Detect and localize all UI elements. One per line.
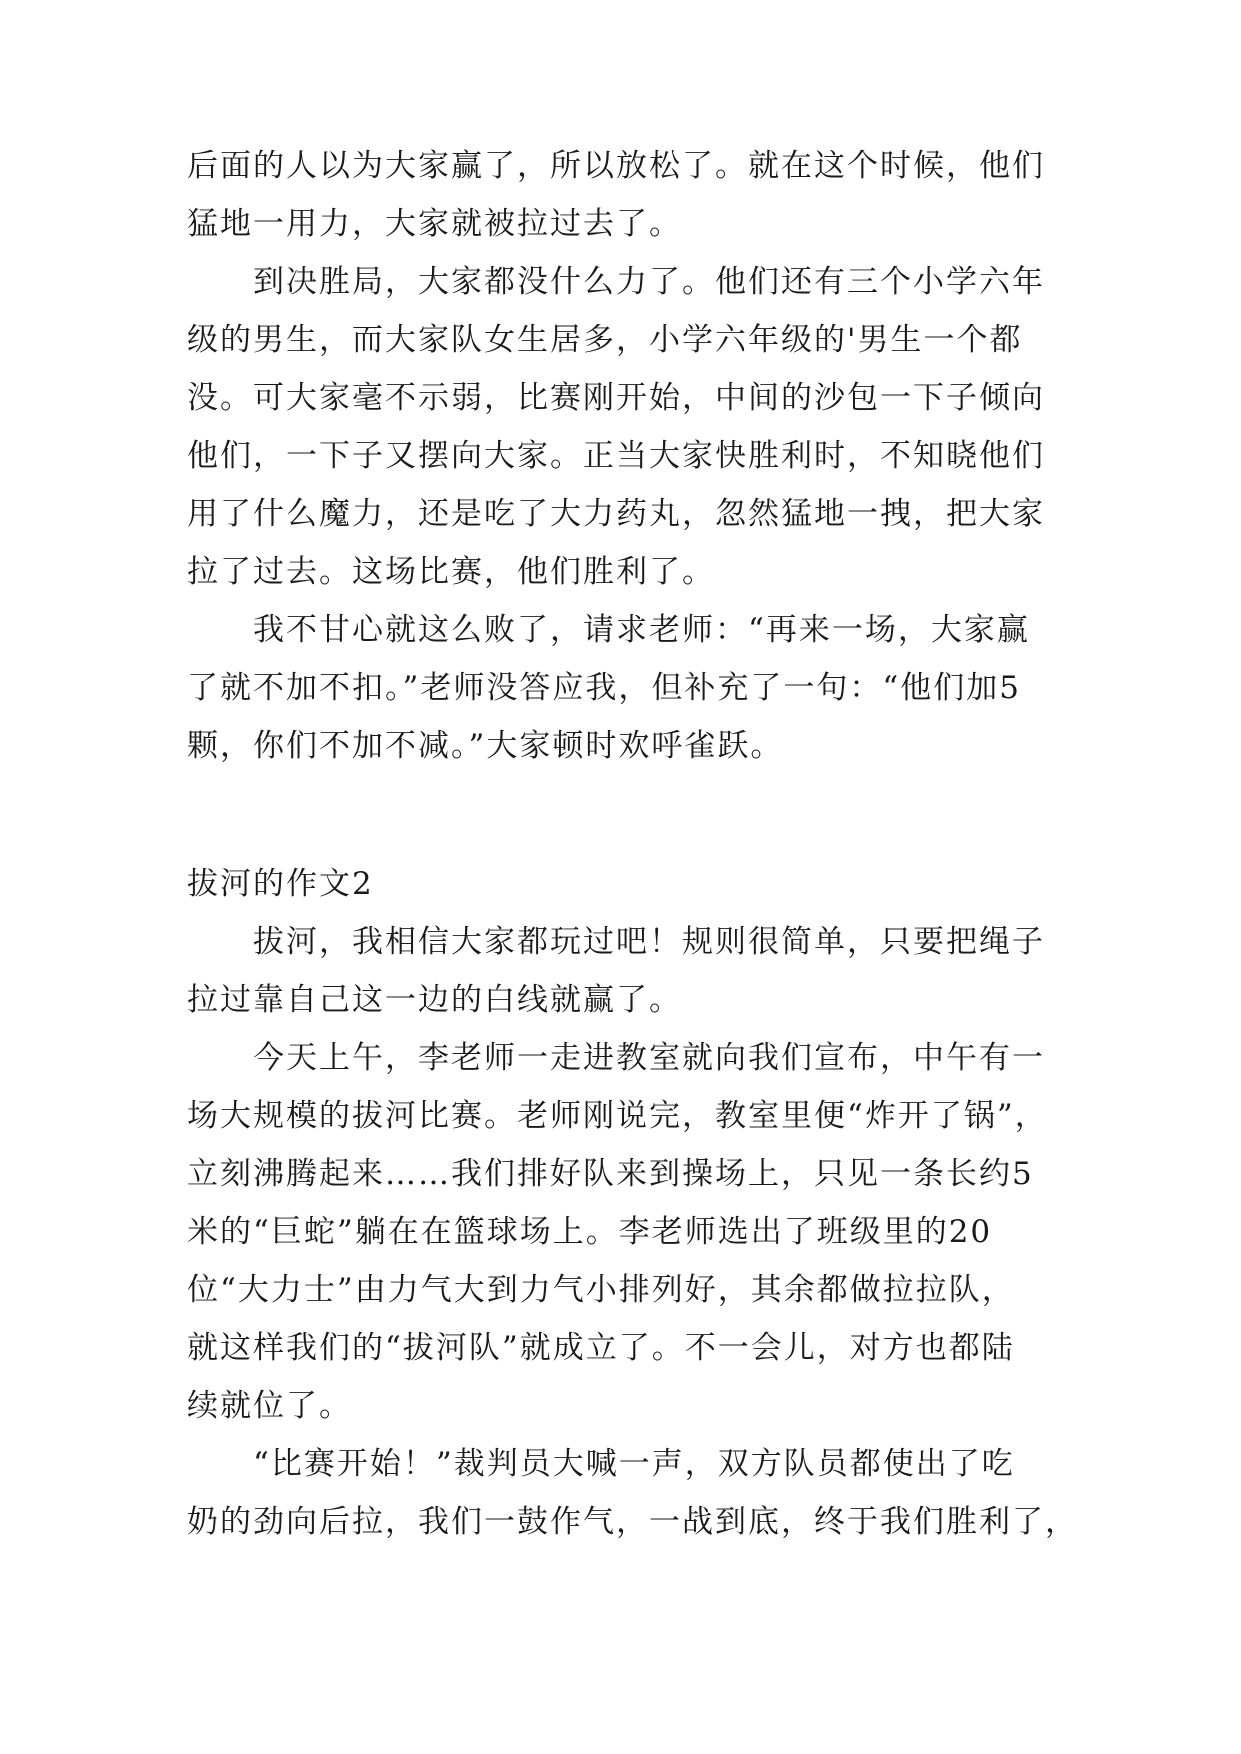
paragraph-line: 米的“巨蛇”躺在在篮球场上。李老师选出了班级里的20 <box>187 1214 993 1250</box>
paragraph-line: 猛地一用力，大家就被拉过去了。 <box>187 206 682 242</box>
paragraph-line: 级的男生，而大家队女生居多，小学六年级的'男生一个都 <box>187 322 1023 358</box>
paragraph-line: 今天上午，李老师一走进教室就向我们宣布，中午有一 <box>253 1040 1045 1076</box>
paragraph-line: 我不甘心就这么败了，请求老师：“再来一场，大家赢 <box>253 612 1030 648</box>
paragraph-line: 奶的劲向后拉，我们一鼓作气，一战到底，终于我们胜利了， <box>187 1504 1078 1540</box>
section-1 <box>187 137 1057 775</box>
paragraph-line: 场大规模的拔河比赛。老师刚说完，教室里便“炸开了锅”， <box>187 1098 1048 1134</box>
section-title: 拔河的作文2 <box>187 866 374 902</box>
paragraph-line: 续就位了。 <box>187 1388 352 1424</box>
paragraph-line: 拉过靠自己这一边的白线就赢了。 <box>187 982 682 1018</box>
paragraph-line: “比赛开始！”裁判员大喊一声，双方队员都使出了吃 <box>253 1446 1015 1482</box>
paragraph-line: 拔河，我相信大家都玩过吧！规则很简单，只要把绳子 <box>253 924 1045 960</box>
paragraph-line: 位“大力士”由力气大到力气小排列好，其余都做拉拉队， <box>187 1272 1015 1308</box>
paragraph-line: 他们，一下子又摆向大家。正当大家快胜利时，不知晓他们 <box>187 438 1045 474</box>
paragraph-line: 立刻沸腾起来……我们排好队来到操场上，只见一条长约5 <box>187 1156 1034 1192</box>
paragraph-line: 了就不加不扣。”老师没答应我，但补充了一句：“他们加5 <box>187 670 1021 706</box>
paragraph-line: 没。可大家毫不示弱，比赛刚开始，中间的沙包一下子倾向 <box>187 380 1045 416</box>
section-2 <box>187 855 1078 1551</box>
paragraph-line: 用了什么魔力，还是吃了大力药丸，忽然猛地一拽，把大家 <box>187 496 1045 532</box>
paragraph-line: 就这样我们的“拔河队”就成立了。不一会儿，对方也都陆 <box>187 1330 1015 1366</box>
paragraph-line: 到决胜局，大家都没什么力了。他们还有三个小学六年 <box>253 264 1045 300</box>
paragraph-line: 拉了过去。这场比赛，他们胜利了。 <box>187 554 715 590</box>
paragraph-line: 后面的人以为大家赢了，所以放松了。就在这个时候，他们 <box>187 148 1045 184</box>
paragraph-line: 颗，你们不加不减。”大家顿时欢呼雀跃。 <box>187 728 784 764</box>
